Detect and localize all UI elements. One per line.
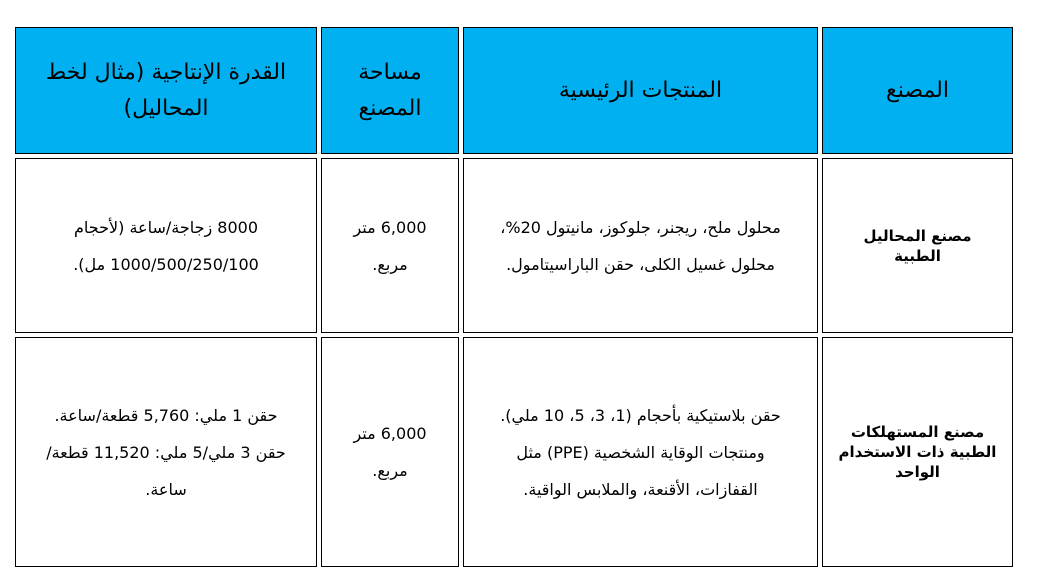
row-1-factory-text: مصنع المحاليل الطبية xyxy=(863,226,972,265)
row-2-products-text: حقن بلاستيكية بأحجام (1، 3، 5، 10 ملي). ومنتجات الوقاية الشخصية (PPE) مثل القفازات، الأقنعة، والملابس الواقية. xyxy=(500,405,781,499)
header-factory xyxy=(822,27,1013,154)
row-1-capacity xyxy=(15,158,317,333)
header-products xyxy=(463,27,818,154)
header-area xyxy=(321,27,459,154)
row-2-products xyxy=(463,337,818,567)
header-capacity xyxy=(15,27,317,154)
header-factory-text: المصنع xyxy=(886,77,949,103)
row-1-products-text: محلول ملح، ريجنر، جلوكوز، مانيتول 20%، محلول غسيل الكلى، حقن الباراسيتامول. xyxy=(500,217,781,274)
row-2-area xyxy=(321,337,459,567)
header-area-text: مساحة المصنع xyxy=(358,59,422,121)
row-2-capacity xyxy=(15,337,317,567)
header-capacity-text: القدرة الإنتاجية (مثال لخط المحاليل) xyxy=(45,59,287,121)
row-2-capacity-text: حقن 1 ملي: 5,760 قطعة/ساعة. حقن 3 ملي/5 ملي: 11,520 قطعة/ساعة. xyxy=(46,405,286,499)
row-2-area-text: 6,000 متر مربع. xyxy=(353,424,427,480)
row-1-capacity-text: 8000 زجاجة/ساعة (لأحجام 1000/500/250/100 مل). xyxy=(73,217,259,274)
row-2-factory-text: مصنع المستهلكات الطبية ذات الاستخدام الواحد xyxy=(838,423,997,481)
row-1-products xyxy=(463,158,818,333)
header-products-text: المنتجات الرئيسية xyxy=(558,77,723,103)
row-1-factory xyxy=(822,158,1013,333)
row-2-factory xyxy=(822,337,1013,567)
row-1-area-text: 6,000 متر مربع. xyxy=(353,217,427,274)
row-1-area xyxy=(321,158,459,333)
